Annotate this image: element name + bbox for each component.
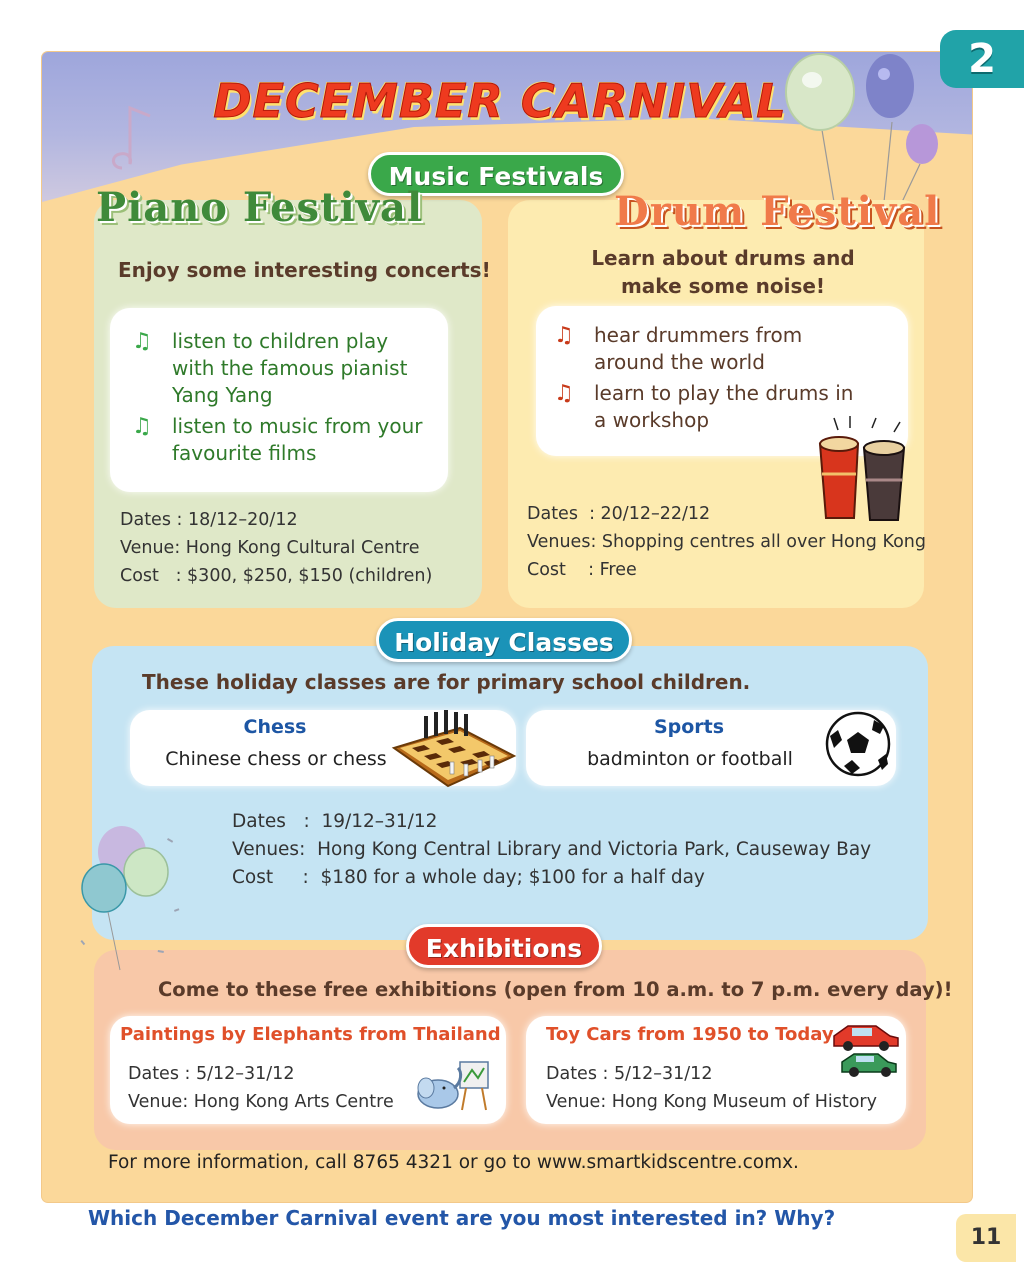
drum-dates: Dates : 20/12–22/12 (527, 504, 711, 524)
holiday-dates: Dates : 19/12–31/12 (232, 811, 438, 832)
paintings-title: Paintings by Elephants from Thailand (120, 1024, 501, 1045)
elephant-painting-icon (414, 1058, 494, 1114)
list-item: ♫ learn to play the drums in a workshop (554, 381, 854, 432)
exhibitions-label: Exhibitions (406, 924, 602, 968)
list-item: ♫ listen to children play with the famous pianist Yang Yang (132, 329, 408, 407)
chessboard-icon (390, 704, 518, 790)
drum-cost: Cost : Free (527, 560, 637, 580)
piano-venue: Venue: Hong Kong Cultural Centre (120, 538, 420, 558)
music-note-icon (102, 98, 162, 178)
piano-info (120, 506, 432, 590)
balloon-icon (72, 820, 192, 980)
music-note-icon: ♫ (132, 329, 152, 354)
drum-festival-title: Drum Festival (614, 188, 941, 235)
toycars-venue: Venue: Hong Kong Museum of History (546, 1092, 877, 1112)
holiday-classes-label: Holiday Classes (376, 618, 632, 662)
toycars-title: Toy Cars from 1950 to Today (546, 1024, 834, 1045)
footer-info: For more information, call 8765 4321 or go to www.smartkidscentre.comx. (108, 1152, 799, 1173)
page-number: 11 (956, 1214, 1016, 1262)
football-icon (824, 710, 892, 778)
music-festivals-label: Music Festivals (368, 152, 624, 196)
holiday-venues: Venues: Hong Kong Central Library and Victoria Park, Causeway Bay (232, 839, 872, 860)
music-note-icon: ♫ (132, 414, 152, 439)
sports-title: Sports (653, 716, 725, 738)
piano-dates: Dates : 18/12–20/12 (120, 510, 298, 530)
drum-lead: Learn about drums and make some noise! (591, 246, 855, 298)
paintings-venue: Venue: Hong Kong Arts Centre (128, 1092, 394, 1112)
unit-number-tab: 2 (940, 30, 1024, 88)
list-item: ♫ hear drummers from around the world (554, 323, 803, 374)
piano-cost: Cost : $300, $250, $150 (children) (120, 566, 433, 586)
toycars-dates: Dates : 5/12–31/12 (546, 1064, 713, 1084)
exhibitions-lead: Come to these free exhibitions (open from 10 a.m. to 7 p.m. every day)! (158, 978, 953, 1001)
holiday-lead: These holiday classes are for primary school children. (142, 670, 751, 694)
chess-title: Chess (243, 716, 307, 738)
paintings-info (128, 1060, 394, 1116)
list-item: ♫ listen to music from your favourite films (132, 414, 423, 465)
piano-lead: Enjoy some interesting concerts! (118, 258, 491, 282)
piano-bullet-list (132, 328, 432, 471)
paintings-dates: Dates : 5/12–31/12 (128, 1064, 295, 1084)
piano-festival-title: Piano Festival (96, 184, 424, 231)
holiday-cost: Cost : $180 for a whole day; $100 for a half day (232, 867, 705, 888)
sports-text: badminton or football (587, 748, 793, 770)
holiday-info (232, 808, 871, 892)
toycars-info (546, 1060, 877, 1116)
music-note-icon: ♫ (554, 381, 574, 406)
music-note-icon: ♫ (554, 323, 574, 348)
drum-venues: Venues: Shopping centres all over Hong Kong (527, 532, 926, 552)
discussion-question: Which December Carnival event are you most interested in? Why? (88, 1206, 836, 1230)
chess-text: Chinese chess or chess (165, 748, 387, 770)
drum-info (527, 500, 926, 584)
page-title: DECEMBER CARNIVAL (213, 74, 787, 128)
